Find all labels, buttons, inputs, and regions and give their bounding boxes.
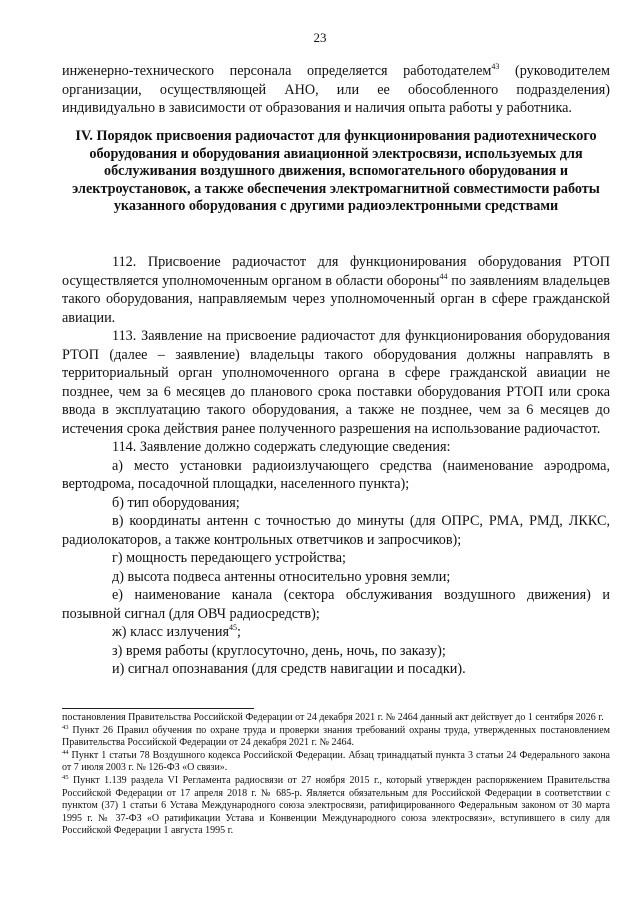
list-item-zh-text: ж) класс излучения xyxy=(112,624,229,640)
section-heading: IV. Порядок присвоения радиочастот для функционирования радиотехнического оборудования и оборудования авиационной электросвязи, используемых для обслуживания воздушного движения, вспомогательного оборудования и электроустановок, а также обеспечения электромагнитной совместимости работы указанного оборудования с другими радиоэлектронными средствами xyxy=(72,128,600,215)
footnote-45 xyxy=(62,775,610,838)
footnote-43-text: Пункт 26 Правил обучения по охране труда и проверки знания требований охраны труда, утвержденных постановлением Правительства Российской Федерации от 24 декабря 2021 г. № 2464. xyxy=(62,724,610,749)
footnote-44 xyxy=(62,750,610,775)
list-item-b: б) тип оборудования; xyxy=(112,494,240,511)
list-item-zh-end: ; xyxy=(237,624,241,640)
list-item-v: в) координаты антенн с точностью до минуты (для ОПРС, РМА, РМД, ЛККС, радиолокаторов, а также контрольных ответчиков и запросчиков); xyxy=(62,513,610,548)
list-item-z: з) время работы (круглосуточно, день, ночь, по заказу); xyxy=(112,642,446,659)
footnote-ref-44[interactable]: 44 xyxy=(439,271,448,281)
intro-paragraph xyxy=(62,62,610,118)
list-item-a: а) место установки радиоизлучающего средства (наименование аэродрома, вертодрома, посадочной площадки, населенного пункта); xyxy=(62,457,610,492)
intro-text-cont: (руководителем организации, осуществляющей АНО, или ее обособленного подразделения) индивидуально в зависимости от образования и наличия опыта работы у работника. xyxy=(62,63,610,116)
footnote-continuation: постановления Правительства Российской Федерации от 24 декабря 2021 г. № 2464 данный акт действует до 1 сентября 2026 г. xyxy=(62,712,604,723)
footnote-mark-45: 45 xyxy=(62,773,69,781)
paragraph-112 xyxy=(62,253,610,327)
footnote-43 xyxy=(62,725,610,750)
paragraph-112-text-cont: по заявлениям владельцев такого оборудования, направляемым через уполномоченный орган в сфере гражданской авиации. xyxy=(62,272,611,326)
section-body xyxy=(62,253,610,679)
footnote-divider xyxy=(62,708,254,709)
page-number: 23 xyxy=(313,30,327,45)
intro-text: инженерно-технического персонала определяется работодателем xyxy=(62,63,492,79)
list-item-e: е) наименование канала (сектора обслуживания воздушного движения) и позывной сигнал (для ОВЧ радиосредств); xyxy=(62,587,610,622)
list-item-zh xyxy=(62,623,610,642)
paragraph-113: 113. Заявление на присвоение радиочастот для функционирования оборудования РТОП (далее – заявление) владельцы такого оборудования должны направлять в территориальный орган уполномоченного органа в сфере гражданской авиации не позднее, чем за 6 месяцев до планового срока поставки оборудования РТОП или срока ввода в эксплуатацию такого оборудования, а также не позднее, чем за 6 месяцев до истечения срока действия ранее полученного разрешения на использование радиочастот. xyxy=(62,328,610,437)
footnote-44-text: Пункт 1 статьи 78 Воздушного кодекса Российской Федерации. Абзац тринадцатый пункта 3 статьи 24 Федерального закона от 7 июля 2003 г. № 126-ФЗ «О связи». xyxy=(62,749,610,774)
footnotes xyxy=(62,712,610,838)
footnote-ref-45[interactable]: 45 xyxy=(229,623,237,632)
list-item-i: и) сигнал опознавания (для средств навигации и посадки). xyxy=(112,661,466,677)
footnote-mark-44: 44 xyxy=(62,748,69,756)
paragraph-112-text: 112. Присвоение радиочастот для функционирования оборудования РТОП осуществляется уполномоченным органом в области обороны xyxy=(62,254,610,289)
list-item-d: д) высота подвеса антенны относительно уровня земли; xyxy=(112,568,451,585)
footnote-mark-43: 43 xyxy=(62,723,69,731)
paragraph-114: 114. Заявление должно содержать следующие сведения: xyxy=(112,439,451,455)
footnote-ref-43[interactable]: 43 xyxy=(491,62,500,71)
list-item-g: г) мощность передающего устройства; xyxy=(112,550,346,566)
footnote-45-text: Пункт 1.139 раздела VI Регламента радиосвязи от 27 ноября 2015 г., который утвержден распоряжением Правительства Российской Федерации от 17 апреля 2018 г. № 685-р. Является обязательным для Российской Федерации в соответствии с пунктом (37) 1 статьи 6 Устава Международного союза электросвязи, ратифицированного Федеральным законом от 30 марта 1995 г. № 37-ФЗ «О ратификации Устава и Конвенции Международного союза электросвязи», вступившего в силу для Российской Федерации 1 августа 1995 г. xyxy=(62,774,610,837)
